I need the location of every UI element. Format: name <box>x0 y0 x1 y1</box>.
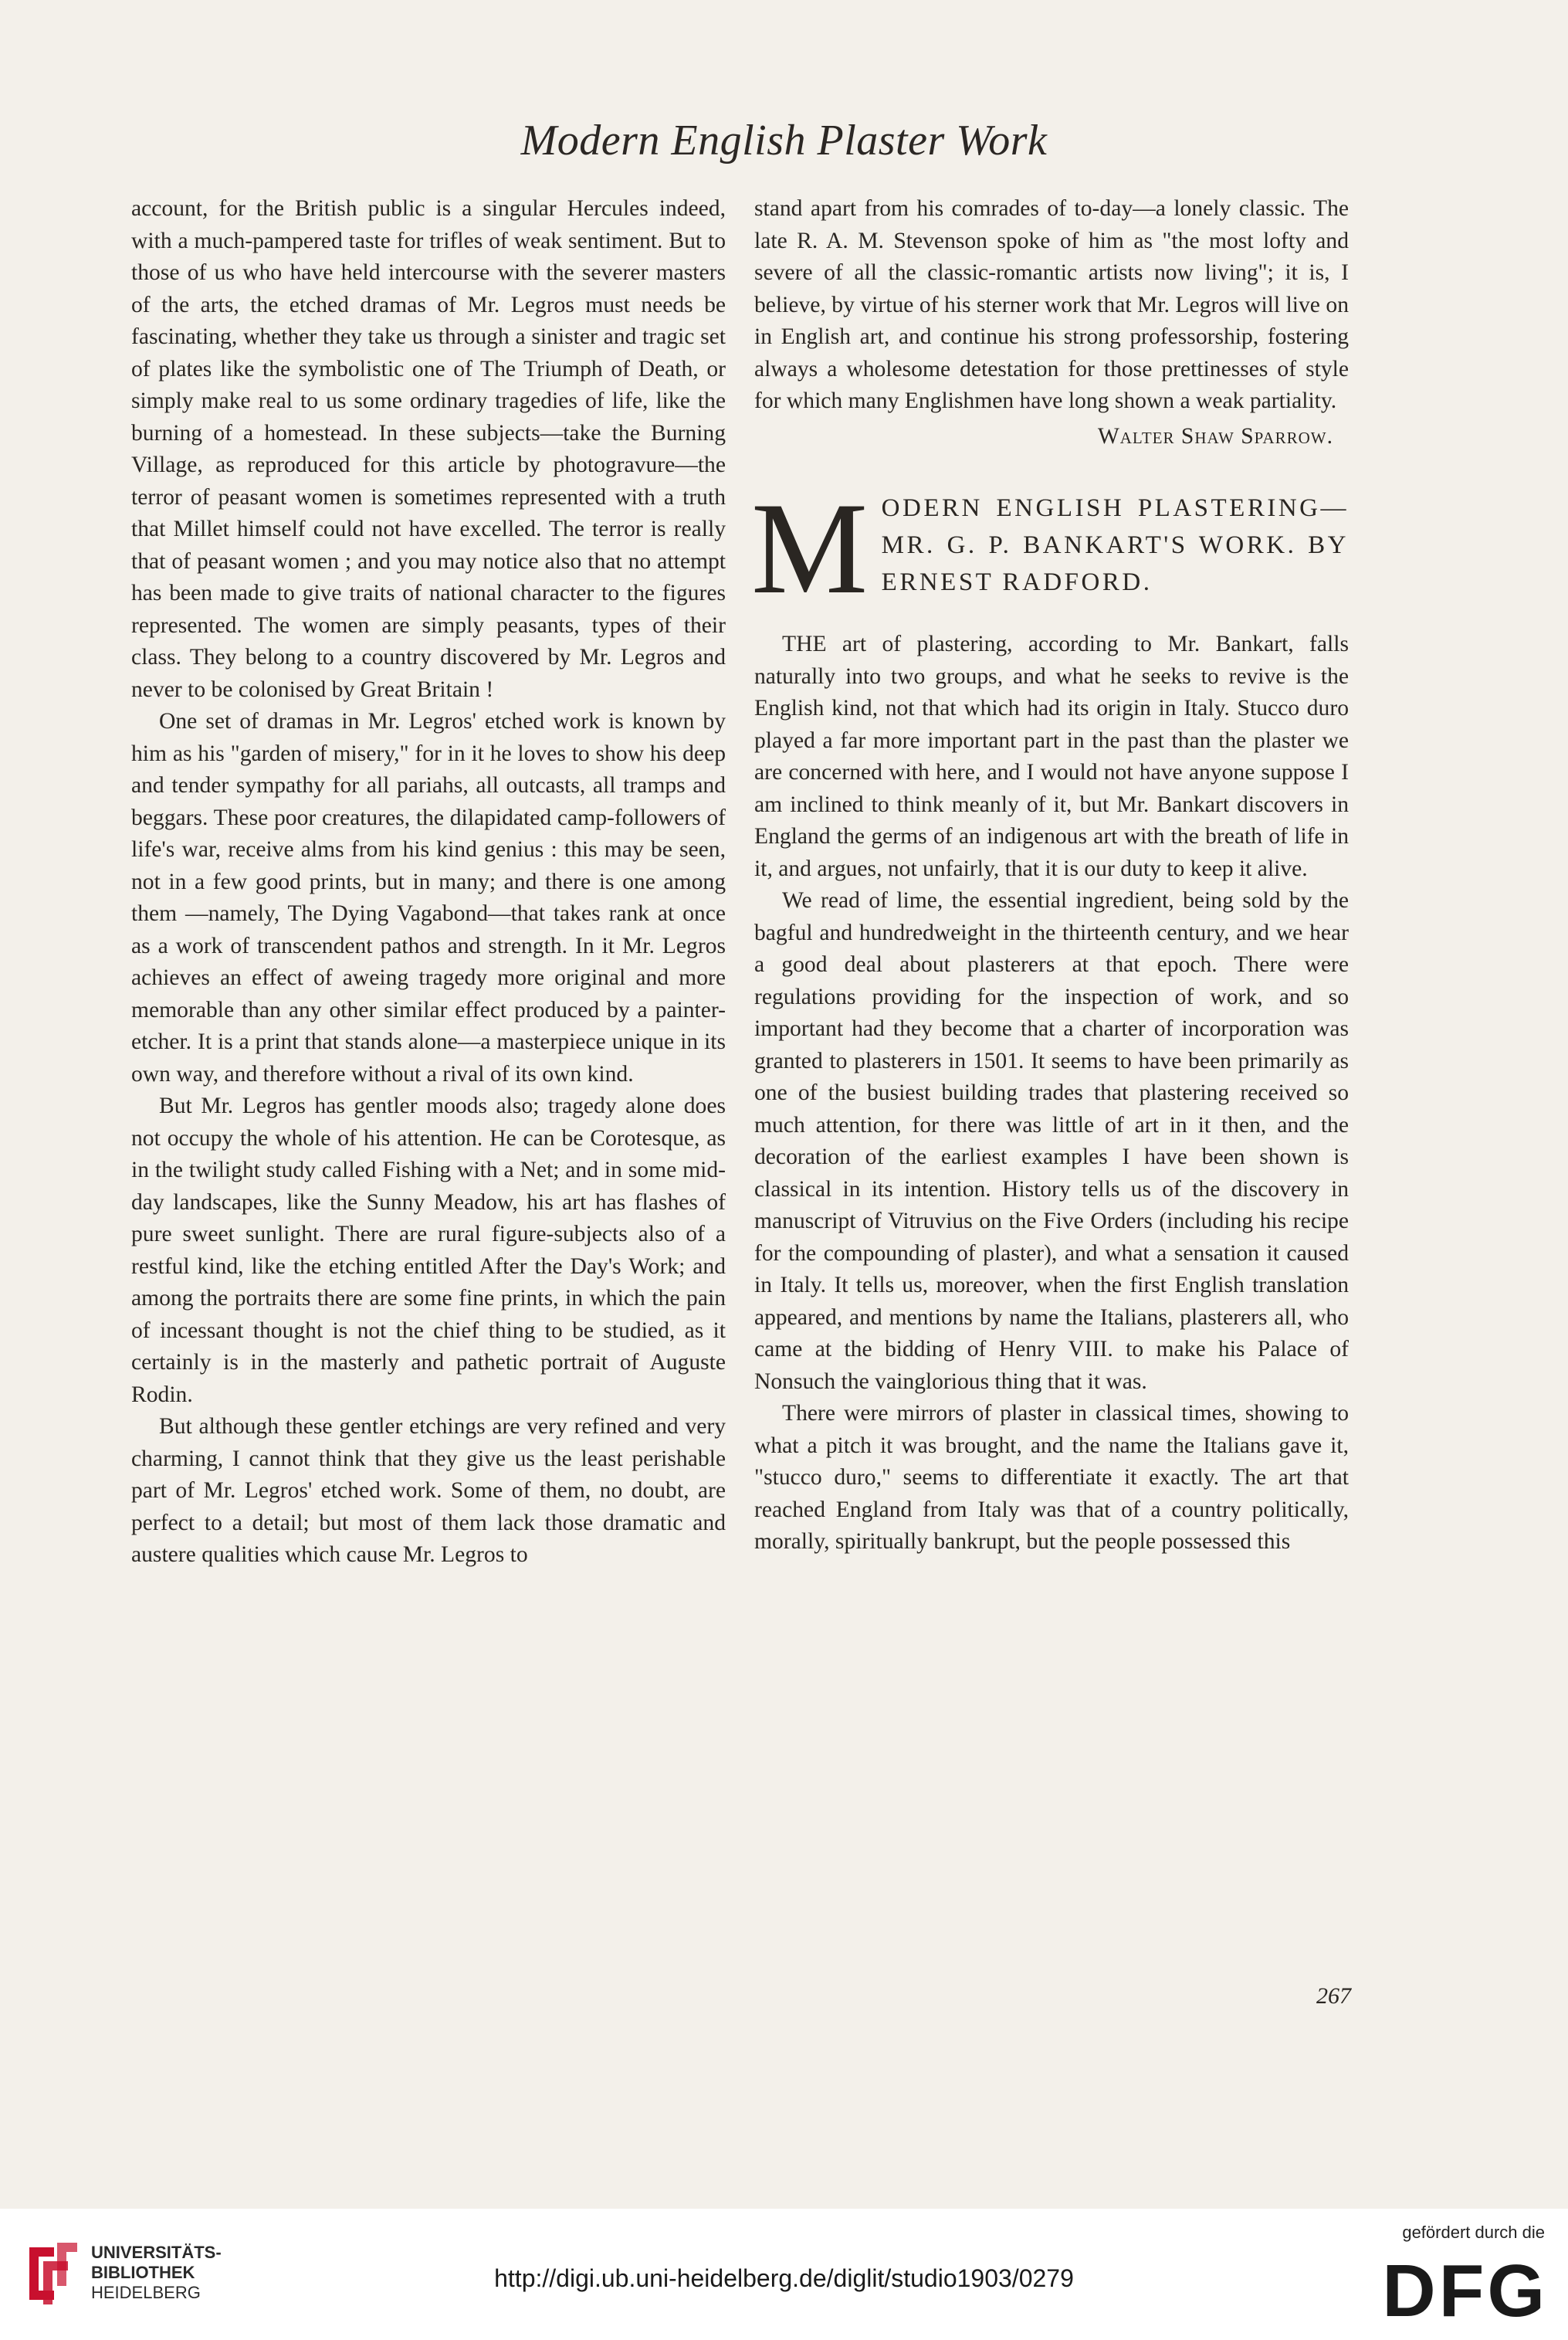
article-heading-text: ODERN ENGLISH PLASTERING—MR. G. P. BANKART'S WORK. BY ERNEST RADFORD. <box>881 494 1349 596</box>
dfg-logo: DFG <box>1382 2250 1548 2332</box>
paragraph: There were mirrors of plaster in classical times, showing to what a pitch it was brought, and the name the Italians gave it, "stucco duro," seems to differentiate it exactly. The art that reached England from Italy was that of a country politically, morally, spiritually bankrupt, but the people possessed this <box>754 1401 1349 1554</box>
drop-cap: M <box>751 476 871 621</box>
left-column <box>131 193 726 1572</box>
sponsor-note: gefördert durch die <box>1402 2223 1545 2242</box>
paragraph: We read of lime, the essential ingredient, being sold by the bagful and hundredweight in the thirteenth century, and we hear a good deal about plasterers at that epoch. There were regulations providing for the inspection of work, and so important had they become that a charter of incorporation was granted to plasterers in 1501. It seems to have been primarily as one of the busiest building trades that plastering received so much attention, for there was little of art in it then, and the decoration of the earliest examples I have been shown is classical in its intention. History tells us of the discovery in manuscript of Vitruvius on the Five Orders (including his recipe for the compounding of plaster), and what a sensation it caused in Italy. It tells us, moreover, when the first English translation appeared, and mentions by name the Italians, plasterers all, who came at the bidding of Henry VIII. to make his Palace of Nonsuch the vainglorious thing that it was. <box>754 888 1349 1394</box>
paragraph: account, for the British public is a singular Hercules indeed, with a much-pampered taste for trifles of weak sentiment. But to those of us who have held intercourse with the severer masters of the arts, the etched dramas of Mr. Legros must needs be fascinating, whether they take us through a sinister and tragic set of plates like the symbolistic one of The Triumph of Death, or simply make real to us some ordinary tragedies of life, like the burning of a homestead. In these subjects—take the Burning Village, as reproduced for this article by photogravure—the terror of peasant women is sometimes represented with a truth that Millet himself could not have excelled. The terror is really that of peasant women ; and you may notice also that no attempt has been made to give traits of national character to the figures represented. The women are simply peasants, types of their class. They belong to a country discovered by Mr. Legros and never to be colonised by Great Britain ! <box>131 196 726 702</box>
right-column <box>751 193 1349 1558</box>
paragraph: But Mr. Legros has gentler moods also; tragedy alone does not occupy the whole of his attention. He can be Corotesque, as in the twilight study called Fishing with a Net; and in some mid-day landscapes, like the Sunny Meadow, his art has flashes of pure sweet sunlight. There are rural figure-subjects also of a restful kind, like the etching entitled After the Day's Work; and among the portraits there are some fine prints, in which the pain of incessant thought is not the chief thing to be studied, as it certainly is in the masterly and pathetic portrait of Auguste Rodin. <box>131 1094 726 1407</box>
page-number: 267 <box>1316 1983 1351 2009</box>
paragraph: But although these gentler etchings are very refined and very charming, I cannot think that they give us the least perishable part of Mr. Legros' etched work. Some of them, no doubt, are perfect to a detail; but most of them lack those dramatic and austere qualities which cause Mr. Legros to <box>131 1414 726 1567</box>
library-name: UNIVERSITÄTS- BIBLIOTHEK HEIDELBERG <box>91 2243 222 2302</box>
digitization-footer <box>0 2209 1568 2340</box>
author-signature: Walter Shaw Sparrow. <box>1097 423 1333 449</box>
paragraph: stand apart from his comrades of to-day—a lonely classic. The late R. A. M. Stevenson spoke of him as "the most lofty and severe of all the classic-romantic artists now living"; it is, I believe, by virtue of his sterner work that Mr. Legros will live on in English art, and continue his strong professorship, fostering always a wholesome detestation for those prettinesses of style for which many Englishmen have long shown a weak partiality. <box>754 196 1349 413</box>
paragraph: THE art of plastering, according to Mr. Bankart, falls naturally into two groups, and what he seeks to revive is the English kind, not that which had its origin in Italy. Stucco duro played a far more important part in the past than the plaster we are concerned with here, and I would not have anyone suppose I am inclined to think meanly of it, but Mr. Bankart discovers in England the germs of an indigenous art with the breath of life in it, and argues, not unfairly, that it is our duty to keep it alive. <box>754 632 1349 881</box>
running-head: Modern English Plaster Work <box>520 117 1048 164</box>
paragraph: One set of dramas in Mr. Legros' etched work is known by him as his "garden of misery," for in it he loves to show his deep and tender sympathy for all pariahs, all outcasts, all tramps and beggars. These poor creatures, the dilapidated camp-followers of life's war, receive alms from his kind genius : this may be seen, not in a few good prints, but in many; and there is one among them —namely, The Dying Vagabond—that takes rank at once as a work of transcendent pathos and strength. In it Mr. Legros achieves an effect of aweing tragedy more original and more memorable than any other similar effect produced by a painter-etcher. It is a print that stands alone—a masterpiece unique in its own way, and therefore without a rival of its own kind. <box>131 709 726 1087</box>
permalink-url[interactable]: http://digi.ub.uni-heidelberg.de/diglit/studio1903/0279 <box>494 2264 1074 2292</box>
article-heading <box>751 476 1349 621</box>
